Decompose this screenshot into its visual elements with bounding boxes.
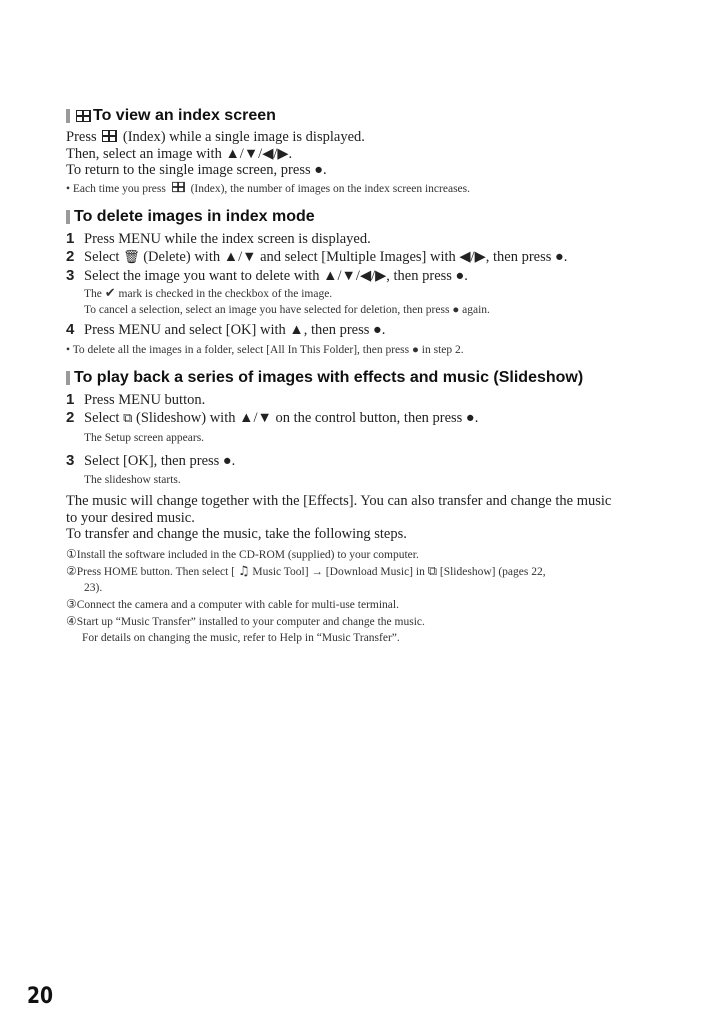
text: The: [84, 288, 102, 300]
step-number: 2: [66, 248, 75, 265]
text: mark is checked in the checkbox of the image.: [118, 288, 333, 300]
sub-note: To cancel a selection, select an image you have selected for deletion, then press ● again.: [84, 304, 490, 316]
step-text: Press MENU while the index screen is displayed.: [84, 230, 371, 247]
step-text: Select [OK], then press ●.: [84, 452, 236, 469]
text: Install the software included in the CD-ROM (supplied) to your computer.: [76, 548, 419, 561]
list-marker: ②: [66, 563, 77, 578]
text: Connect the camera and a computer with cable for multi-use terminal.: [76, 598, 399, 611]
list-marker: ①: [66, 546, 77, 561]
list-marker: ④: [66, 613, 77, 628]
step-text: [84, 249, 567, 267]
page-number: 20: [27, 984, 54, 1009]
text: [Slideshow] (pages 22,: [439, 565, 546, 578]
text: Press HOME button. Then select [: [76, 565, 235, 578]
step-number: 3: [66, 266, 75, 284]
checkmark-icon: ✔: [104, 286, 116, 301]
sub-note: The Setup screen appears.: [84, 431, 205, 444]
paragraph-line: Then, select an image with ▲/▼/◀/▶.: [66, 145, 293, 162]
step-number: 1: [66, 390, 75, 408]
step-number: 3: [66, 451, 75, 469]
text: • Each time you press: [66, 182, 166, 195]
list-item-continuation: 23).: [84, 581, 103, 594]
text: Press: [66, 129, 97, 145]
heading-bar: [66, 371, 70, 385]
step-item: [66, 248, 676, 267]
step-text: Press MENU button.: [84, 391, 206, 408]
step-number: 2: [66, 409, 75, 426]
sub-note: The slideshow starts.: [84, 474, 181, 486]
heading-bar: [66, 210, 70, 224]
paragraph-line: The music will change together with the [Effects]. You can also transfer and change the music: [66, 493, 612, 509]
list-item: [66, 546, 676, 563]
paragraph-line: to your desired music.: [66, 509, 195, 526]
paragraph-line: [66, 129, 676, 146]
sub-note: [66, 286, 676, 302]
step-text: Press MENU and select [OK] with ▲, then press ●.: [84, 322, 386, 338]
note-line: [66, 181, 676, 197]
text: (Slideshow) with ▲/▼ on the control button, then press ●.: [135, 410, 479, 426]
text: (Delete) with ▲/▼ and select [Multiple Images] with ◀/▶, then press ●.: [143, 249, 568, 265]
manual-page: [66, 106, 676, 646]
text: (Index) while a single image is displayed.: [122, 129, 365, 145]
heading-text: To view an index screen: [93, 107, 276, 124]
step-item: [66, 452, 676, 471]
music-note-icon: ♫: [237, 563, 250, 579]
index-icon: [76, 110, 91, 122]
slideshow-icon: ⧉: [123, 411, 133, 426]
note-line: • To delete all the images in a folder, select [All In This Folder], then press ● in step 2.: [66, 343, 464, 356]
text: Music Tool] → [Download Music] in: [252, 565, 425, 578]
heading-text: To play back a series of images with effects and music (Slideshow): [74, 368, 584, 386]
step-item: [66, 409, 676, 428]
step-item: [66, 391, 676, 410]
text: Start up “Music Transfer” installed to your computer and change the music.: [76, 615, 425, 628]
heading-bar: [66, 109, 70, 123]
paragraph-line: To return to the single image screen, press ●.: [66, 162, 327, 178]
heading-text: To delete images in index mode: [74, 207, 315, 225]
list-note: For details on changing the music, refer to Help in “Music Transfer”.: [82, 631, 400, 644]
section-heading-slideshow: [66, 368, 676, 388]
list-item: [66, 563, 676, 580]
index-icon: [102, 130, 117, 142]
section-heading-delete: [66, 207, 676, 227]
index-icon: [172, 181, 185, 191]
step-number: 1: [66, 229, 75, 247]
list-item: [66, 613, 676, 630]
slideshow-icon: ⧉: [427, 563, 437, 579]
paragraph-line: To transfer and change the music, take the following steps.: [66, 526, 407, 542]
text: Select: [84, 249, 120, 265]
list-marker: ③: [66, 596, 77, 611]
step-item: [66, 267, 676, 286]
text: Select: [84, 410, 120, 426]
list-item: [66, 596, 676, 613]
step-number: 4: [66, 321, 75, 338]
step-item: [66, 230, 676, 249]
trash-icon: 🗑: [123, 250, 140, 265]
step-item: [66, 321, 676, 340]
step-text: [84, 410, 478, 428]
section-heading-index: [66, 106, 676, 126]
text: (Index), the number of images on the index screen increases.: [190, 182, 471, 195]
step-text: Select the image you want to delete with ▲/▼/◀/▶, then press ●.: [84, 267, 468, 284]
